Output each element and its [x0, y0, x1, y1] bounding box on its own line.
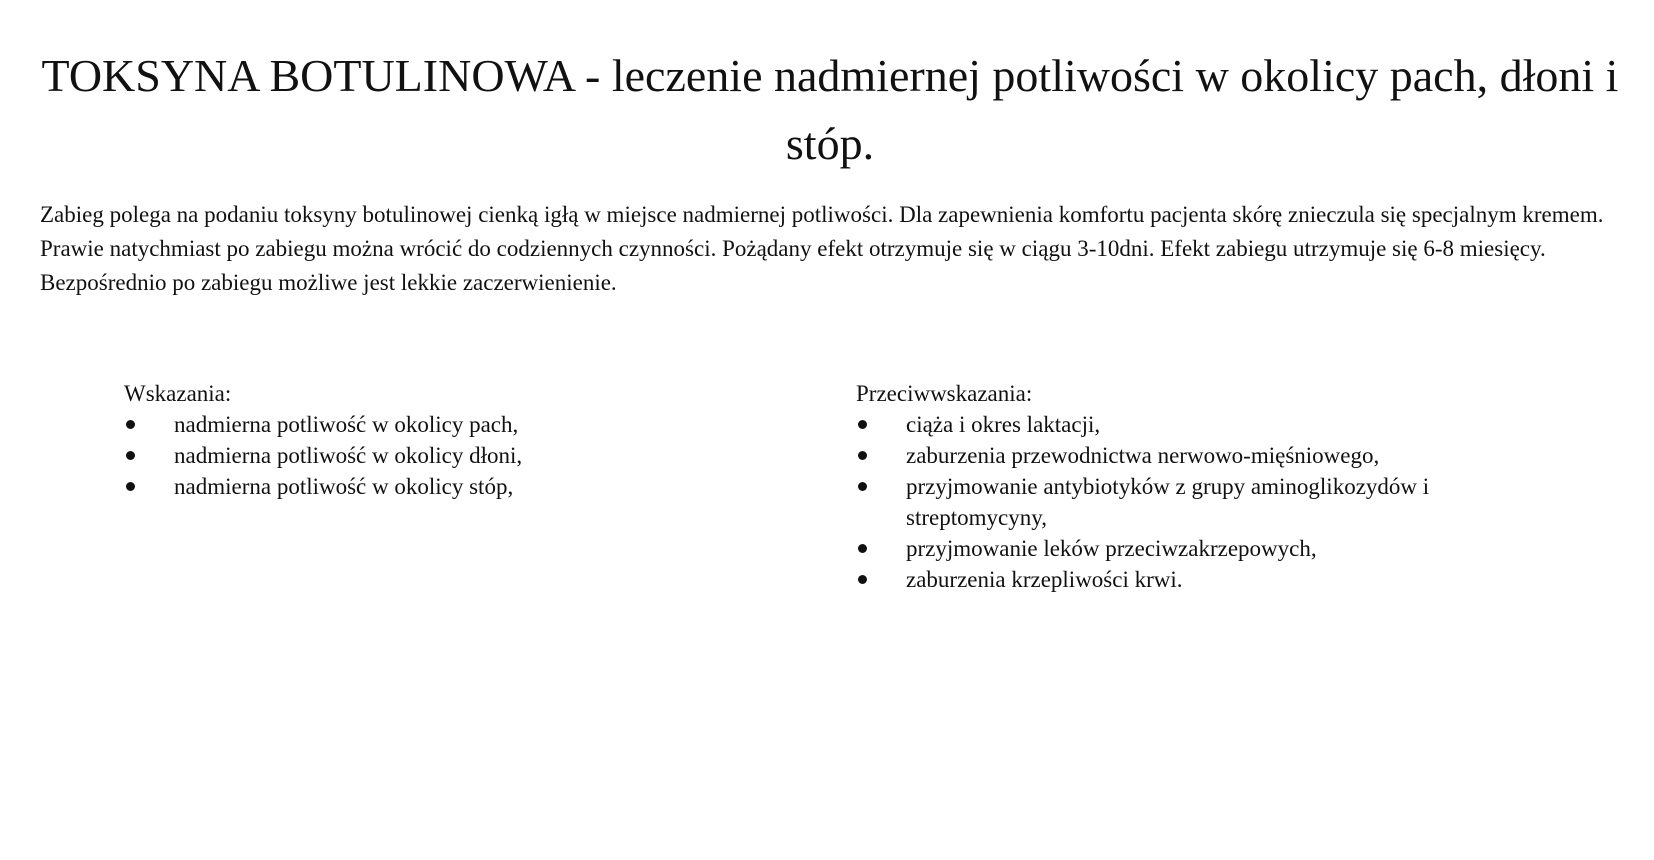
list-item-text: nadmierna potliwość w okolicy pach,	[174, 412, 519, 437]
bullet-icon	[858, 482, 867, 491]
indications-list	[124, 409, 744, 502]
list-item-text: przyjmowanie leków przeciwzakrzepowych,	[906, 536, 1317, 561]
list-item-text: nadmierna potliwość w okolicy stóp,	[174, 474, 514, 499]
indications-section	[124, 378, 744, 502]
bullet-icon	[858, 451, 867, 460]
bullet-icon	[858, 575, 867, 584]
contraindications-heading: Przeciwwskazania:	[856, 381, 1033, 406]
list-item	[856, 533, 1476, 564]
bullet-icon	[858, 544, 867, 553]
intro-line: Bezpośrednio po zabiegu możliwe jest lekkie zaczerwienienie.	[40, 270, 617, 295]
page-title: TOKSYNA BOTULINOWA - leczenie nadmiernej potliwości w okolicy pach, dłoni i stóp.	[41, 50, 1619, 169]
intro-line: Zabieg polega na podaniu toksyny botulinowej cienką igłą w miejsce nadmiernej potliwości. Dla zapewnienia komfortu pacjenta skórę znieczula się specjalnym kremem.	[40, 202, 1604, 227]
contraindications-list	[856, 409, 1476, 595]
bullet-icon	[126, 451, 135, 460]
bullet-icon	[126, 420, 135, 429]
list-item-text: ciąża i okres laktacji,	[906, 412, 1101, 437]
list-item	[856, 471, 1476, 533]
list-item	[856, 564, 1476, 595]
bullet-icon	[858, 420, 867, 429]
bullet-icon	[126, 482, 135, 491]
list-item-text: zaburzenia przewodnictwa nerwowo-mięśniowego,	[906, 443, 1380, 468]
list-item	[856, 409, 1476, 440]
contraindications-section	[856, 378, 1476, 595]
list-item	[856, 440, 1476, 471]
list-item	[124, 440, 744, 471]
list-item-text: przyjmowanie antybiotyków z grupy aminoglikozydów i streptomycyny,	[906, 474, 1430, 530]
list-item	[124, 409, 744, 440]
indications-heading: Wskazania:	[124, 381, 232, 406]
list-item-text: nadmierna potliwość w okolicy dłoni,	[174, 443, 523, 468]
intro-line: Prawie natychmiast po zabiegu można wrócić do codziennych czynności. Pożądany efekt otrzymuje się w ciągu 3-10dni. Efekt zabiegu utrzymuje się 6-8 miesięcy.	[40, 236, 1546, 261]
list-item	[124, 471, 744, 502]
intro-paragraph	[40, 198, 1640, 300]
list-item-text: zaburzenia krzepliwości krwi.	[906, 567, 1183, 592]
